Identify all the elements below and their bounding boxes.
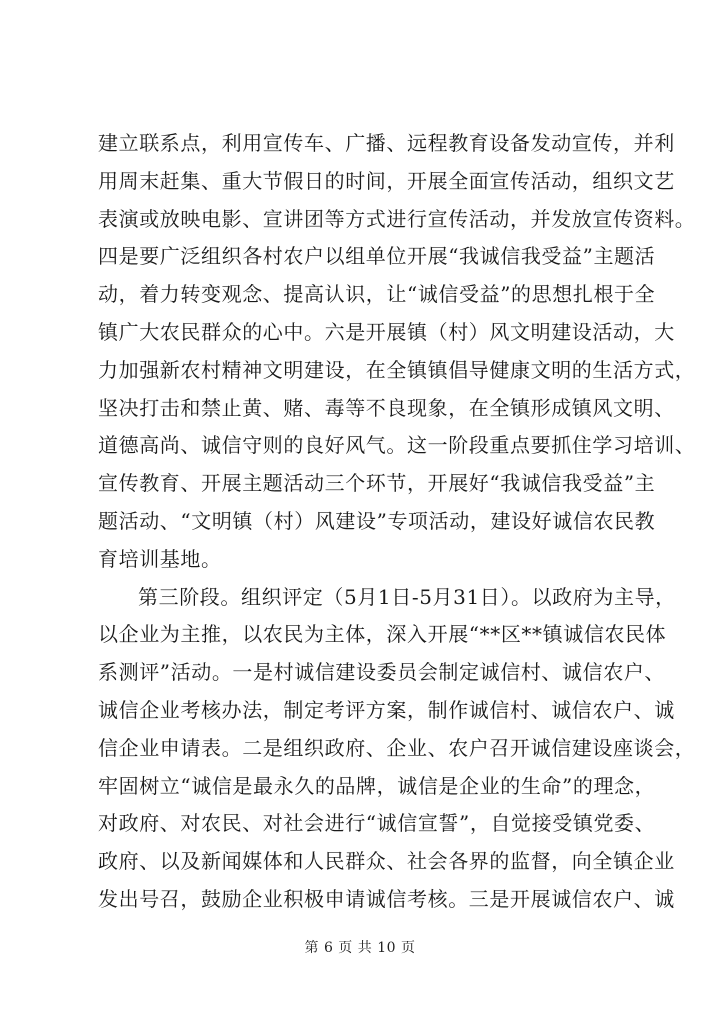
text-line: 系测评”活动。一是村诚信建设委员会制定诚信村、诚信农户、 [98, 660, 666, 685]
text-line: 四是要广泛组织各村农户以组单位开展“我诚信我受益”主题活 [98, 244, 656, 269]
text-line: 宣传教育、开展主题活动三个环节，开展好“我诚信我受益”主 [98, 471, 656, 496]
text-line: 政府、以及新闻媒体和人民群众、社会各界的监督，向全镇企业 [98, 849, 675, 874]
text-line: 镇广大农民群众的心中。六是开展镇（村）风文明建设活动，大 [98, 319, 675, 344]
text-line: 发出号召，鼓励企业积极申请诚信考核。三是开展诚信农户、诚 [98, 886, 675, 911]
text-line: 以企业为主推，以农民为主体，深入开展“**区**镇诚信农民体 [98, 622, 667, 647]
text-line: 育培训基地。 [98, 546, 222, 571]
text-line: 道德高尚、诚信守则的良好风气。这一阶段重点要抓住学习培训、 [98, 433, 696, 458]
text-line: 动，着力转变观念、提高认识，让“诚信受益”的思想扎根于全 [98, 282, 656, 307]
text-line: 牢固树立“诚信是最永久的品牌，诚信是企业的生命”的理念， [98, 773, 656, 798]
page-number-footer: 第 6 页 共 10 页 [304, 940, 416, 956]
text-line: 对政府、对农民、对社会进行“诚信宣誓”，自觉接受镇党委、 [98, 811, 656, 836]
text-line: 建立联系点，利用宣传车、广播、远程教育设备发动宣传，并利 [98, 131, 675, 155]
text-line: 信企业申请表。二是组织政府、企业、农户召开诚信建设座谈会， [98, 735, 696, 760]
text-line: 表演或放映电影、宣讲团等方式进行宣传活动，并发放宣传资料。 [98, 206, 696, 231]
text-line: 题活动、“文明镇（村）风建设”专项活动，建设好诚信农民教 [98, 508, 656, 533]
text-line: 诚信企业考核办法，制定考评方案，制作诚信村、诚信农户、诚 [98, 697, 675, 722]
paragraph-start-line: 第三阶段。组织评定（5月1日-5月31日）。以政府为主导， [138, 584, 676, 609]
text-line: 用周末赶集、重大节假日的时间，开展全面宣传活动，组织文艺 [98, 168, 675, 193]
body-text [98, 125, 696, 919]
text-line: 力加强新农村精神文明建设，在全镇镇倡导健康文明的生活方式， [98, 357, 696, 382]
text-line: 坚决打击和禁止黄、赌、毒等不良现象，在全镇形成镇风文明、 [98, 395, 675, 420]
